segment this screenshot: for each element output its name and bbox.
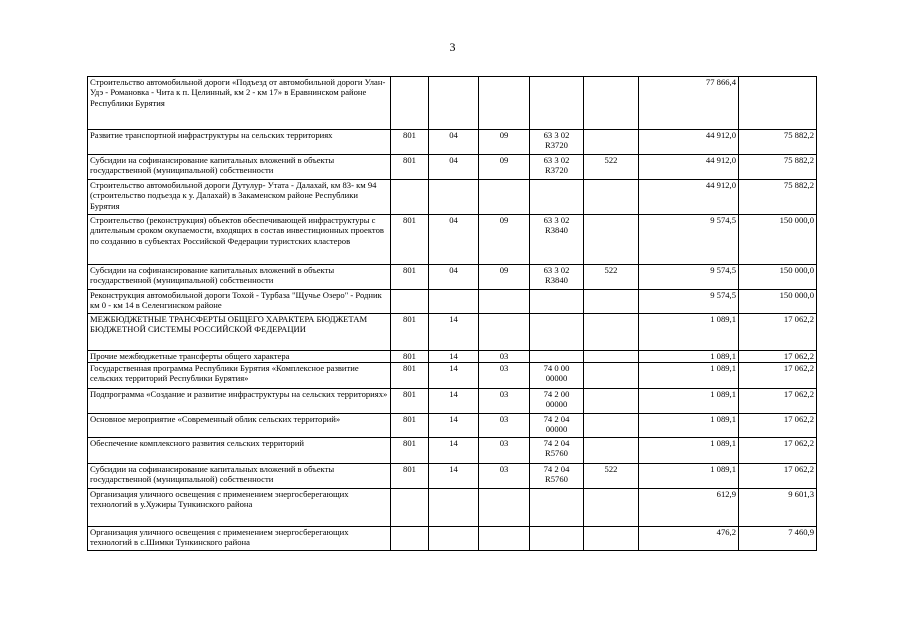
row-rz-cell: 04: [429, 215, 479, 265]
budget-table: [87, 76, 817, 551]
row-gr-cell: 801: [391, 389, 429, 414]
row-vr-cell: [584, 363, 639, 389]
table-row: [88, 527, 817, 551]
row-pr-cell: 09: [479, 215, 530, 265]
row-name-cell: Государственная программа Республики Бурятия «Комплексное развитие сельских территорий Республики Бурятия»: [88, 363, 391, 389]
row-csr-cell: [530, 527, 584, 551]
row-pr-cell: 09: [479, 265, 530, 290]
page-number: 3: [449, 40, 456, 54]
table-row: [88, 77, 817, 130]
row-name-cell: Подпрограмма «Создание и развитие инфраструктуры на сельских территориях»: [88, 389, 391, 414]
row-sum-2021-cell: 77 866,4: [639, 77, 739, 130]
row-sum-2022-cell: 7 460,9: [739, 527, 817, 551]
row-sum-2022-cell: 75 882,2: [739, 180, 817, 215]
row-sum-2021-cell: 44 912,0: [639, 155, 739, 180]
row-sum-2021-cell: 44 912,0: [639, 180, 739, 215]
row-pr-cell: [479, 527, 530, 551]
row-name-cell: Строительство (реконструкция) объектов обеспечивающей инфраструктуры с длительным сроком окупаемости, входящих в состав инвестиционных проектов по созданию в субъектах Российской Федерации туристских кластеров: [88, 215, 391, 265]
table-row: [88, 265, 817, 290]
row-vr-cell: 522: [584, 464, 639, 489]
row-gr-cell: 801: [391, 438, 429, 464]
row-pr-cell: 03: [479, 438, 530, 464]
row-pr-cell: 03: [479, 351, 530, 363]
row-vr-cell: [584, 351, 639, 363]
row-pr-cell: [479, 77, 530, 130]
budget-table-body: [88, 77, 817, 551]
row-vr-cell: [584, 389, 639, 414]
row-gr-cell: 801: [391, 414, 429, 438]
row-rz-cell: [429, 180, 479, 215]
row-rz-cell: [429, 489, 479, 527]
row-sum-2022-cell: 17 062,2: [739, 464, 817, 489]
row-sum-2021-cell: 9 574,5: [639, 265, 739, 290]
row-pr-cell: 09: [479, 155, 530, 180]
row-rz-cell: 14: [429, 464, 479, 489]
row-pr-cell: [479, 314, 530, 351]
row-rz-cell: 04: [429, 155, 479, 180]
row-sum-2022-cell: [739, 77, 817, 130]
row-pr-cell: 09: [479, 130, 530, 155]
table-row: [88, 464, 817, 489]
table-row: [88, 351, 817, 363]
row-sum-2021-cell: 1 089,1: [639, 351, 739, 363]
row-sum-2021-cell: 9 574,5: [639, 215, 739, 265]
row-sum-2022-cell: 150 000,0: [739, 215, 817, 265]
row-sum-2021-cell: 1 089,1: [639, 414, 739, 438]
row-rz-cell: [429, 77, 479, 130]
row-gr-cell: 801: [391, 351, 429, 363]
row-sum-2022-cell: 17 062,2: [739, 414, 817, 438]
table-row: [88, 130, 817, 155]
row-sum-2021-cell: 1 089,1: [639, 464, 739, 489]
row-pr-cell: [479, 290, 530, 314]
row-pr-cell: 03: [479, 464, 530, 489]
row-rz-cell: [429, 527, 479, 551]
row-sum-2022-cell: 17 062,2: [739, 314, 817, 351]
row-name-cell: Субсидии на софинансирование капитальных вложений в объекты государственной (муниципальной) собственности: [88, 265, 391, 290]
table-row: [88, 414, 817, 438]
table-row: [88, 290, 817, 314]
row-rz-cell: 14: [429, 351, 479, 363]
row-vr-cell: [584, 215, 639, 265]
row-vr-cell: 522: [584, 265, 639, 290]
row-sum-2022-cell: 17 062,2: [739, 351, 817, 363]
table-row: [88, 438, 817, 464]
table-row: [88, 180, 817, 215]
row-sum-2021-cell: 476,2: [639, 527, 739, 551]
row-name-cell: Организация уличного освещения с применением энергосберегающих технологий в у.Хужиры Тункинского района: [88, 489, 391, 527]
row-rz-cell: 04: [429, 130, 479, 155]
row-vr-cell: [584, 489, 639, 527]
row-sum-2021-cell: 1 089,1: [639, 314, 739, 351]
row-csr-cell: 63 3 02 R3840: [530, 215, 584, 265]
row-rz-cell: 04: [429, 265, 479, 290]
row-name-cell: МЕЖБЮДЖЕТНЫЕ ТРАНСФЕРТЫ ОБЩЕГО ХАРАКТЕРА БЮДЖЕТАМ БЮДЖЕТНОЙ СИСТЕМЫ РОССИЙСКОЙ ФЕДЕРАЦИИ: [88, 314, 391, 351]
row-csr-cell: [530, 489, 584, 527]
row-sum-2022-cell: 17 062,2: [739, 438, 817, 464]
row-vr-cell: [584, 77, 639, 130]
row-sum-2021-cell: 44 912,0: [639, 130, 739, 155]
row-rz-cell: 14: [429, 389, 479, 414]
row-csr-cell: 74 0 00 00000: [530, 363, 584, 389]
row-gr-cell: 801: [391, 265, 429, 290]
row-rz-cell: 14: [429, 363, 479, 389]
row-sum-2022-cell: 150 000,0: [739, 265, 817, 290]
row-name-cell: Субсидии на софинансирование капитальных вложений в объекты государственной (муниципальной) собственности: [88, 464, 391, 489]
row-csr-cell: [530, 290, 584, 314]
row-name-cell: Основное мероприятие «Современный облик сельских территорий»: [88, 414, 391, 438]
row-vr-cell: [584, 414, 639, 438]
row-name-cell: Строительство автомобильной дороги Дутулур- Утата - Далахай, км 83- км 94 (строительство подъезда к у. Далахай) в Закаменском районе Республики Бурятия: [88, 180, 391, 215]
row-csr-cell: [530, 180, 584, 215]
row-csr-cell: 63 3 02 R3840: [530, 265, 584, 290]
table-row: [88, 155, 817, 180]
row-csr-cell: 74 2 04 R5760: [530, 438, 584, 464]
row-name-cell: Реконструкция автомобильной дороги Тохой - Турбаза "Щучье Озеро" - Родник км 0 - км 14 в Селенгинском районе: [88, 290, 391, 314]
row-sum-2022-cell: 150 000,0: [739, 290, 817, 314]
row-gr-cell: 801: [391, 155, 429, 180]
row-sum-2022-cell: 75 882,2: [739, 155, 817, 180]
row-sum-2022-cell: 17 062,2: [739, 363, 817, 389]
row-sum-2022-cell: 75 882,2: [739, 130, 817, 155]
row-rz-cell: 14: [429, 414, 479, 438]
row-csr-cell: 63 3 02 R3720: [530, 130, 584, 155]
row-sum-2021-cell: 1 089,1: [639, 438, 739, 464]
row-csr-cell: [530, 314, 584, 351]
row-rz-cell: 14: [429, 438, 479, 464]
row-csr-cell: 74 2 04 R5760: [530, 464, 584, 489]
row-vr-cell: [584, 527, 639, 551]
row-sum-2022-cell: 9 601,3: [739, 489, 817, 527]
row-gr-cell: [391, 290, 429, 314]
row-gr-cell: [391, 527, 429, 551]
row-vr-cell: 522: [584, 155, 639, 180]
row-csr-cell: 74 2 04 00000: [530, 414, 584, 438]
row-name-cell: Строительство автомобильной дороги «Подъезд от автомобильной дороги Улан-Удэ - Романовка - Чита к п. Целинный, км 2 - км 17» в Еравнинском районе Республики Бурятия: [88, 77, 391, 130]
row-gr-cell: 801: [391, 464, 429, 489]
row-sum-2021-cell: 1 089,1: [639, 363, 739, 389]
table-row: [88, 215, 817, 265]
row-gr-cell: [391, 489, 429, 527]
row-sum-2021-cell: 612,9: [639, 489, 739, 527]
table-row: [88, 363, 817, 389]
table-row: [88, 389, 817, 414]
row-vr-cell: [584, 314, 639, 351]
table-row: [88, 489, 817, 527]
row-gr-cell: [391, 77, 429, 130]
row-csr-cell: 74 2 00 00000: [530, 389, 584, 414]
row-csr-cell: [530, 77, 584, 130]
row-name-cell: Обеспечение комплексного развития сельских территорий: [88, 438, 391, 464]
row-rz-cell: 14: [429, 314, 479, 351]
row-gr-cell: 801: [391, 314, 429, 351]
row-pr-cell: [479, 489, 530, 527]
row-pr-cell: 03: [479, 389, 530, 414]
row-vr-cell: [584, 130, 639, 155]
row-vr-cell: [584, 180, 639, 215]
row-vr-cell: [584, 438, 639, 464]
row-gr-cell: 801: [391, 130, 429, 155]
row-pr-cell: 03: [479, 363, 530, 389]
table-row: [88, 314, 817, 351]
row-sum-2022-cell: 17 062,2: [739, 389, 817, 414]
row-sum-2021-cell: 9 574,5: [639, 290, 739, 314]
row-gr-cell: 801: [391, 363, 429, 389]
row-name-cell: Субсидии на софинансирование капитальных вложений в объекты государственной (муниципальной) собственности: [88, 155, 391, 180]
row-csr-cell: 63 3 02 R3720: [530, 155, 584, 180]
row-pr-cell: 03: [479, 414, 530, 438]
row-pr-cell: [479, 180, 530, 215]
row-gr-cell: [391, 180, 429, 215]
row-name-cell: Организация уличного освещения с применением энергосберегающих технологий в с.Шимки Тункинского района: [88, 527, 391, 551]
row-rz-cell: [429, 290, 479, 314]
row-vr-cell: [584, 290, 639, 314]
row-gr-cell: 801: [391, 215, 429, 265]
row-name-cell: Развитие транспортной инфраструктуры на сельских территориях: [88, 130, 391, 155]
row-csr-cell: [530, 351, 584, 363]
row-sum-2021-cell: 1 089,1: [639, 389, 739, 414]
row-name-cell: Прочие межбюджетные трансферты общего характера: [88, 351, 391, 363]
